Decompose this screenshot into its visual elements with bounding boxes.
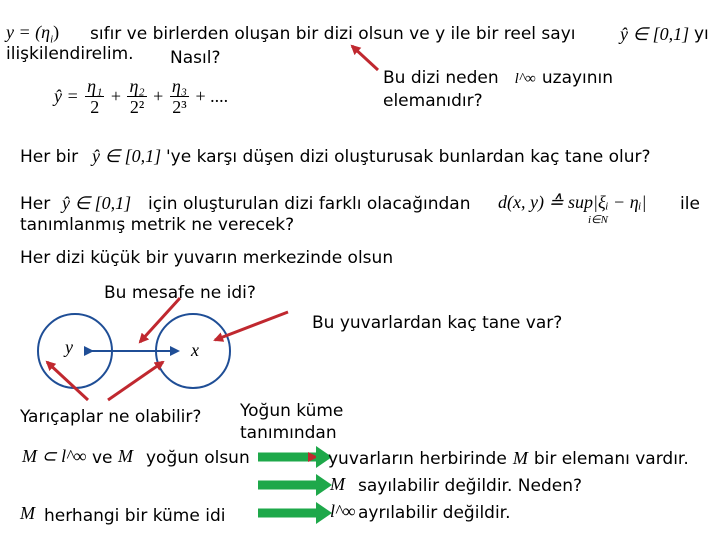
arrow-to-yhat bbox=[352, 46, 378, 70]
q-metric-prefix: Her bbox=[20, 194, 51, 214]
ball-label-y: y bbox=[65, 337, 73, 357]
how-question: Nasıl? bbox=[170, 48, 221, 68]
conclusion-3: ayrılabilir değildir. bbox=[358, 503, 511, 523]
conclusion-2: sayılabilir değildir. Neden? bbox=[358, 476, 583, 496]
ball-label-x: x bbox=[191, 340, 199, 360]
ball-center-text: Her dizi küçük bir yuvarın merkezinde olsun bbox=[20, 248, 394, 268]
q-every-text: 'ye karşı düşen dizi oluşturusak bunlardan kaç tane olur? bbox=[166, 147, 651, 167]
conclusion-3-linf: l^∞ bbox=[330, 501, 356, 521]
distance-question: Bu mesafe ne idi? bbox=[104, 283, 256, 303]
m-symbol-arb: M bbox=[20, 503, 35, 523]
yhat-formula-1: ŷ ∈ [0,1] bbox=[620, 24, 690, 44]
arrow-balls-q bbox=[215, 312, 288, 340]
yhat-formula-3: ŷ ∈ [0,1] bbox=[62, 193, 132, 213]
dense-def-line2: tanımından bbox=[240, 423, 337, 443]
q-metric-line2: tanımlanmış metrik ne verecek? bbox=[20, 215, 295, 235]
radius-question: Yarıçaplar ne olabilir? bbox=[20, 407, 202, 427]
line1-suffix: yı bbox=[694, 24, 709, 44]
how-many-balls-question: Bu yuvarlardan kaç tane var? bbox=[312, 313, 563, 333]
conclusion-1: yuvarların herbirinde M bir elemanı vardır. bbox=[328, 448, 689, 469]
dense-text: yoğun olsun bbox=[146, 448, 250, 468]
linf-note-line2: elemanıdır? bbox=[383, 91, 483, 111]
linf-note-line1: Bu dizi neden l^∞ uzayının bbox=[383, 68, 614, 88]
metric-sub: i∈N bbox=[588, 214, 608, 226]
ve-text: ve bbox=[92, 448, 113, 468]
dense-def-line1: Yoğun küme bbox=[240, 401, 344, 421]
q-every-prefix: Her bir bbox=[20, 147, 79, 167]
q-metric-text: için oluşturulan dizi farklı olacağından bbox=[148, 194, 471, 214]
q-metric-suffix: ile bbox=[680, 194, 700, 214]
conclusion-2-m: M bbox=[330, 474, 345, 494]
arrow-radius-2 bbox=[108, 362, 163, 400]
metric-formula: d(x, y) ≙ sup|ξᵢ − ηᵢ| bbox=[498, 192, 647, 212]
line1-text: sıfır ve birlerden oluşan bir dizi olsun ve y ile bir reel sayı bbox=[90, 24, 576, 44]
arbitrary-text: herhangi bir küme idi bbox=[44, 506, 226, 526]
formula-y-eta: $y = (\eta_i)$ bbox=[6, 22, 60, 46]
line2-text: ilişkilendirelim. bbox=[6, 44, 134, 64]
m-symbol-1: M bbox=[118, 446, 133, 466]
m-subset-linf: M ⊂ l^∞ bbox=[22, 446, 87, 466]
yhat-formula-2: ŷ ∈ [0,1] bbox=[92, 146, 162, 166]
series-formula: ŷ = $\frac{\text{η₁}}{2}$ + $\frac{\text{η₂}}{\text{2²}}$ + $\frac{\text{η₃}}{\text{2³}}$ + .... bbox=[54, 76, 229, 117]
